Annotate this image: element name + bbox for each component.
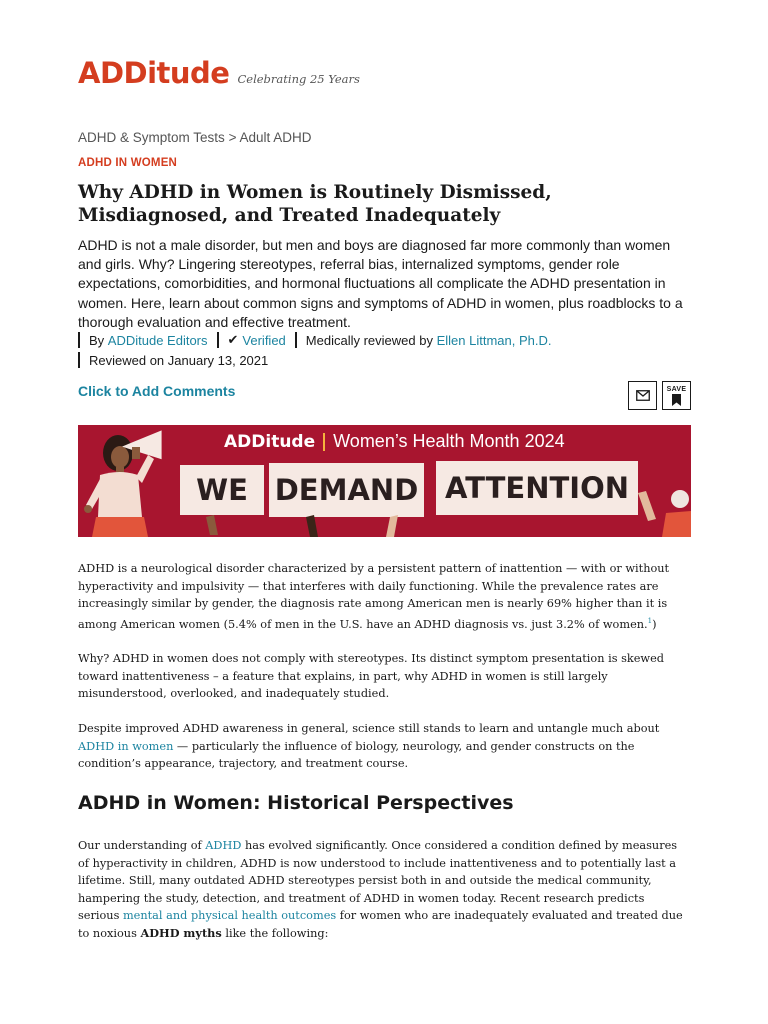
divider bbox=[217, 332, 219, 348]
body-paragraph-3 bbox=[78, 720, 688, 773]
section-heading: ADHD in Women: Historical Perspectives bbox=[78, 792, 514, 814]
banner-heading bbox=[224, 431, 565, 452]
body-paragraph-1 bbox=[78, 560, 688, 633]
banner-separator bbox=[323, 433, 325, 451]
banner-logo: ADDitude bbox=[224, 431, 316, 452]
sign-we: WE bbox=[180, 465, 264, 515]
sign-demand: DEMAND bbox=[269, 463, 424, 517]
divider bbox=[295, 332, 297, 348]
article-byline bbox=[78, 332, 551, 348]
checkmark-icon: ✔ bbox=[227, 332, 239, 347]
reviewed-by-label: Medically reviewed by bbox=[305, 332, 433, 348]
add-comments-link[interactable]: Click to Add Comments bbox=[78, 383, 236, 399]
site-tagline: Celebrating 25 Years bbox=[237, 72, 360, 86]
paragraph-text: Despite improved ADHD awareness in general, science still stands to learn and untangle much about bbox=[78, 722, 660, 735]
review-date: Reviewed on January 13, 2021 bbox=[89, 352, 269, 368]
paragraph-text: ) bbox=[652, 617, 657, 631]
reviewer-link[interactable]: Ellen Littman, Ph.D. bbox=[436, 332, 552, 348]
envelope-icon bbox=[636, 390, 650, 401]
sign-attention: ATTENTION bbox=[436, 461, 638, 515]
body-paragraph-4 bbox=[78, 837, 688, 942]
banner-title: Women’s Health Month 2024 bbox=[333, 431, 565, 451]
paragraph-text: ADHD is a neurological disorder characterized by a persistent pattern of inattention — with or without hyperactivity and impulsivity — that interferes with daily functioning. While the prevalence rates are increasingly similar by gender, the diagnosis rate among American men is nearly 69% higher than it is among American women (5.4% of men in the U.S. have an ADHD diagnosis vs. just 3.2% of women. bbox=[78, 562, 670, 631]
review-date-row bbox=[78, 352, 268, 368]
body-paragraph-2: Why? ADHD in women does not comply with stereotypes. Its distinct symptom presentation is skewed toward inattentiveness – a feature that explains, in part, why ADHD in women is still largely misunderstood, overlooked, and inadequately studied. bbox=[78, 652, 665, 700]
paragraph-text: for women who are inadequately evaluated and treated due to noxious bbox=[78, 909, 683, 940]
paragraph-text: Our understanding of bbox=[78, 839, 206, 852]
adhd-in-women-link[interactable]: ADHD in women bbox=[78, 739, 174, 753]
save-button[interactable] bbox=[662, 381, 691, 410]
paragraph-text: has evolved significantly. Once considered a condition defined by measures of hyperactivity in children, ADHD is now understood to include inattentiveness and to potentially last a lifetime. Still, many outdated ADHD stereotypes persist both in and outside the medical community, hampering the study, detection, and treatment of ADHD in women today. Recent research predicts serious bbox=[78, 839, 678, 922]
breadcrumb-separator: > bbox=[228, 130, 237, 145]
byline-by: By bbox=[89, 332, 105, 348]
divider bbox=[78, 332, 80, 348]
bookmark-icon bbox=[672, 394, 681, 406]
divider bbox=[78, 352, 80, 368]
site-logo[interactable]: ADDitude bbox=[78, 56, 230, 90]
woman-megaphone-illustration bbox=[78, 425, 168, 537]
author-link[interactable]: ADDitude Editors bbox=[107, 332, 208, 348]
article-summary: ADHD is not a male disorder, but men and boys are diagnosed far more commonly than women and girls. Why? Lingering stereotypes, referral bias, internalized symptoms, gender role expectations, comorbidities, and hormonal fluctuations all complicate the ADHD presentation in women. Here, learn about common signs and symptoms of ADHD in women, plus roadblocks to a thorough evaluation and effective treatment. bbox=[78, 237, 683, 330]
breadcrumb-item-symptom-tests[interactable]: ADHD & Symptom Tests bbox=[78, 130, 225, 145]
verified-link[interactable]: Verified bbox=[242, 332, 286, 348]
save-label: SAVE bbox=[666, 385, 687, 393]
paragraph-text: — particularly the influence of biology, neurology, and gender constructs on the condition’s appearance, trajectory, and treatment course. bbox=[78, 739, 635, 770]
adhd-link[interactable]: ADHD bbox=[205, 839, 242, 852]
adhd-myths-emphasis: ADHD myths bbox=[140, 925, 222, 940]
promo-banner[interactable] bbox=[78, 425, 691, 537]
breadcrumb bbox=[78, 130, 312, 145]
email-button[interactable] bbox=[628, 381, 657, 410]
site-header bbox=[78, 56, 360, 90]
paragraph-text: like the following: bbox=[221, 926, 329, 940]
footnote-ref[interactable]: 1 bbox=[647, 616, 653, 625]
article-title: Why ADHD in Women is Routinely Dismissed, Misdiagnosed, and Treated Inadequately bbox=[78, 182, 552, 226]
breadcrumb-item-adult-adhd[interactable]: Adult ADHD bbox=[239, 130, 312, 145]
article-category[interactable]: ADHD IN WOMEN bbox=[78, 157, 178, 169]
health-outcomes-link[interactable]: mental and physical health outcomes bbox=[122, 909, 337, 922]
